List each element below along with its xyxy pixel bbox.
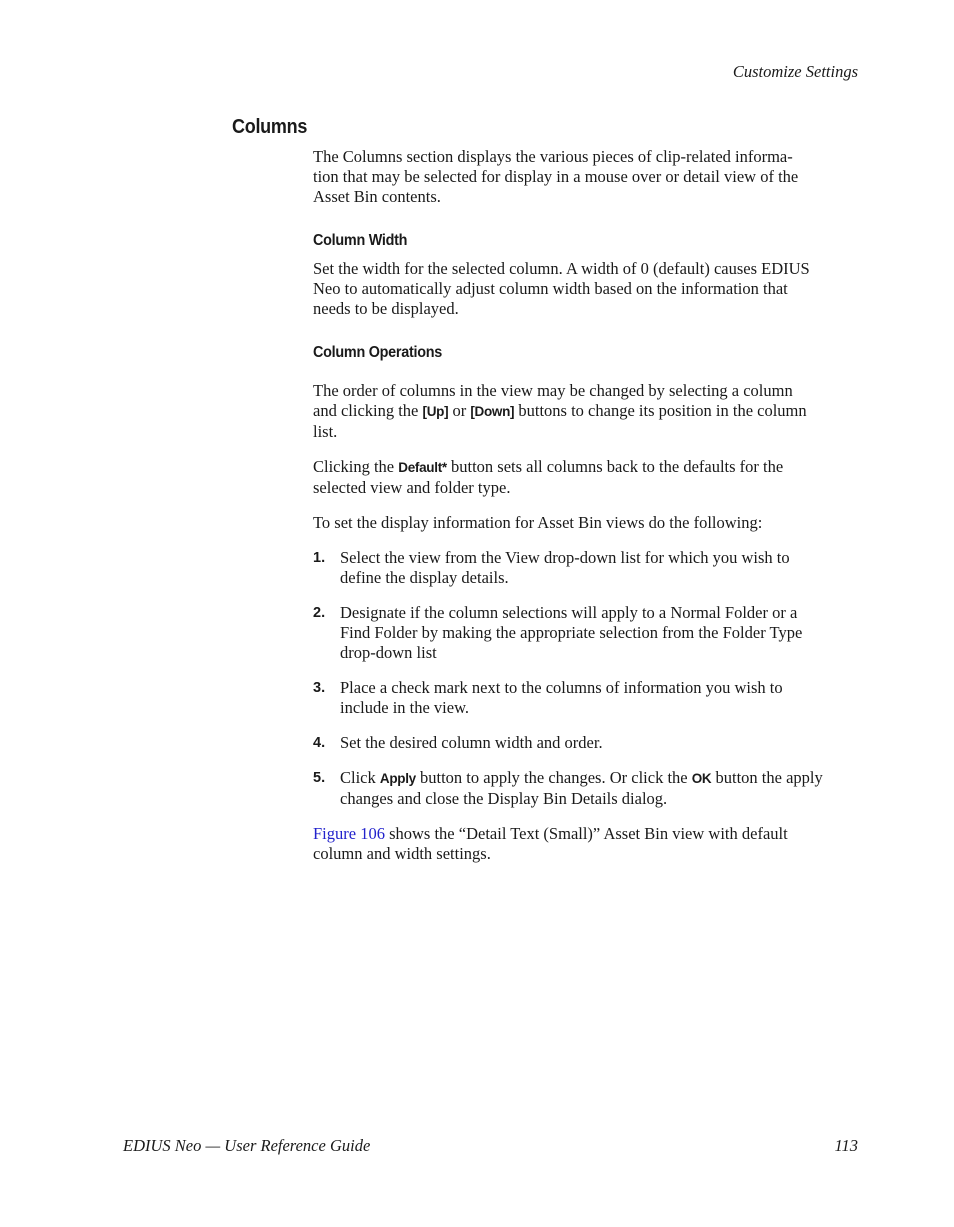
default-button-paragraph [313,457,859,498]
footer-page-number: 113 [834,1136,858,1155]
footer-guide-title: EDIUS Neo — User Reference Guide [123,1136,371,1155]
text-run: Click [340,768,380,787]
up-button-label: [Up] [422,404,449,419]
list-item [313,603,859,663]
text-line: Set the desired column width and order. [340,733,603,752]
list-item [313,678,859,718]
step-number: 2. [313,605,326,621]
apply-button-label: Apply [379,771,416,786]
text-run: shows the “Detail Text (Small)” Asset Bin view with default [384,824,788,843]
text-line: include in the view. [340,698,470,717]
step-number: 4. [313,735,326,751]
text-run: buttons to change its position in the column [514,401,807,420]
closing-paragraph [313,824,859,864]
step-number: 3. [313,680,326,696]
text-line: The Columns section displays the various pieces of clip-related informa- [313,147,793,166]
column-order-paragraph [313,381,859,442]
text-run: or [448,401,471,420]
text-line: column and width settings. [313,844,491,863]
text-line: drop-down list [340,643,437,662]
text-line: define the display details. [340,568,509,587]
text-line: needs to be displayed. [313,299,459,318]
procedure-steps [313,548,859,809]
list-item [313,768,859,809]
subheading-column-width: Column Width [313,232,408,249]
text-run: button sets all columns back to the defaults for the [446,457,784,476]
text-line: Set the width for the selected column. A width of 0 (default) causes EDIUS [313,259,810,278]
list-item [313,548,859,588]
text-line: tion that may be selected for display in a mouse over or detail view of the [313,167,799,186]
text-line: changes and close the Display Bin Details dialog. [340,789,668,808]
text-line: list. [313,422,338,441]
text-run: button the apply [711,768,823,787]
intro-paragraph [313,147,859,207]
text-run: Clicking the [313,457,399,476]
text-run: and clicking the [313,401,423,420]
text-line: Neo to automatically adjust column width based on the information that [313,279,788,298]
list-item [313,733,859,753]
step-number: 1. [313,550,326,566]
text-run: button to apply the changes. Or click the [415,768,692,787]
down-button-label: [Down] [470,404,515,419]
text-line: The order of columns in the view may be changed by selecting a column [313,381,793,400]
text-line: Place a check mark next to the columns of information you wish to [340,678,783,697]
text-line: Designate if the column selections will apply to a Normal Folder or a [340,603,798,622]
text-line: Find Folder by making the appropriate selection from the Folder Type [340,623,803,642]
procedure-intro: To set the display information for Asset Bin views do the following: [313,513,763,532]
step-number: 5. [313,770,326,786]
running-header: Customize Settings [732,62,858,81]
ok-button-label: OK [691,771,712,786]
figure-106-link[interactable]: Figure 106 [313,824,385,843]
text-line: Asset Bin contents. [313,187,441,206]
column-width-paragraph [313,259,859,319]
default-button-label: Default* [398,460,447,475]
text-line: Select the view from the View drop-down list for which you wish to [340,548,790,567]
body-content [313,147,859,864]
text-line: selected view and folder type. [313,478,511,497]
section-title-columns: Columns [232,116,308,138]
subheading-column-operations: Column Operations [313,344,443,361]
